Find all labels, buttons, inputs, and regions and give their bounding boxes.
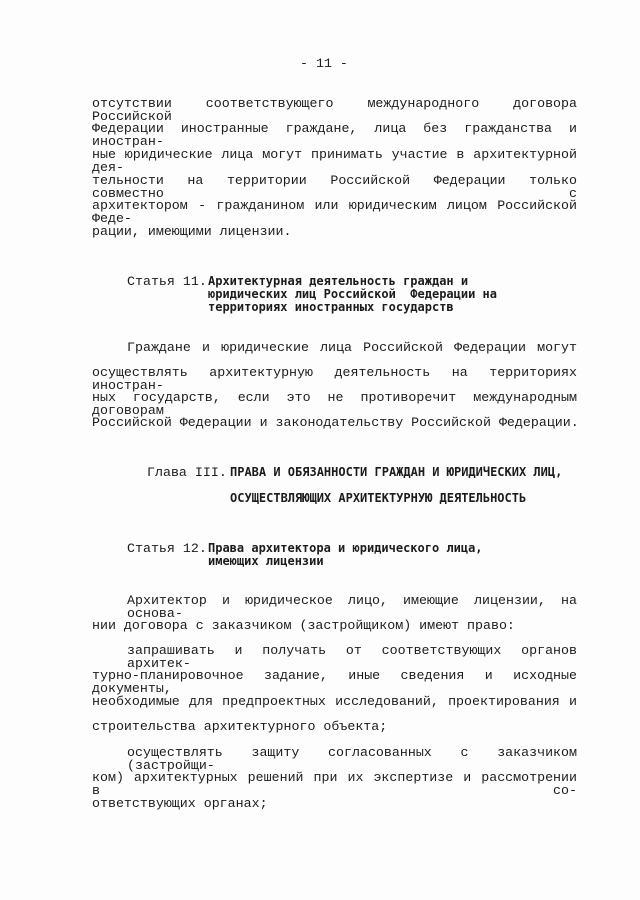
paragraph-line: ных государств, если это не противоречит международным договорам — [92, 390, 577, 419]
article-title-line: Архитектурная деятельность граждан и — [208, 274, 469, 288]
chapter-title-line: ОСУЩЕСТВЛЯЮЩИХ АРХИТЕКТУРНУЮ ДЕЯТЕЛЬНОСТЬ — [230, 491, 527, 505]
paragraph-line: осуществлять архитектурную деятельность на территориях иностран- — [92, 365, 577, 394]
chapter-label: Глава III. — [147, 465, 227, 480]
paragraph-line: строительства архитектурного объекта; — [92, 719, 388, 734]
paragraph-line: необходимые для предпроектных исследований, проектирования и — [92, 694, 577, 709]
paragraph-line: отсутствии соответствующего международного договора Российской — [92, 96, 577, 125]
paragraph-line: ные юридические лица могут принимать участие в архитектурной дея- — [92, 147, 577, 176]
article-title-line: Права архитектора и юридического лица, — [208, 541, 483, 555]
chapter-title-line: ПРАВА И ОБЯЗАННОСТИ ГРАЖДАН И ЮРИДИЧЕСКИХ ЛИЦ, — [230, 465, 563, 479]
paragraph-line: запрашивать и получать от соответствующих органов архитек- — [127, 643, 577, 672]
article-title-line: имеющих лицензии — [208, 554, 324, 568]
paragraph-line: рации, имеющими лицензии. — [92, 224, 292, 239]
paragraph-line: нии договора с заказчиком (застройщиком) имеют право: — [92, 618, 515, 633]
paragraph-line: ком) архитектурных решений при их экспертизе и рассмотрении в со- — [92, 770, 577, 799]
paragraph-line: осуществлять защиту согласованных с заказчиком (застройщи- — [127, 745, 577, 774]
article-label: Статья 11. — [127, 274, 207, 289]
page-number: - 11 - — [300, 56, 348, 71]
article-label: Статья 12. — [127, 541, 207, 556]
paragraph-line: ответствующих органах; — [92, 796, 268, 811]
paragraph-line: тельности на территории Российской Федерации только совместно с — [92, 173, 577, 202]
article-title-line: юридических лиц Российской Федерации на — [208, 287, 497, 301]
paragraph-line: архитектором - гражданином или юридическим лицом Российской Феде- — [92, 198, 577, 227]
paragraph-line: Российской Федерации и законодательству Российской Федерации. — [92, 415, 579, 430]
paragraph-line: турно-планировочное задание, иные сведения и исходные документы, — [92, 668, 577, 697]
paragraph-line: Федерации иностранные граждане, лица без гражданства и иностран- — [92, 121, 577, 150]
article-title-line: территориях иностранных государств — [208, 300, 454, 314]
paragraph-line: Архитектор и юридическое лицо, имеющие лицензии, на основа- — [127, 593, 577, 622]
paragraph-line: Граждане и юридические лица Российской Федерации могут — [127, 340, 577, 355]
